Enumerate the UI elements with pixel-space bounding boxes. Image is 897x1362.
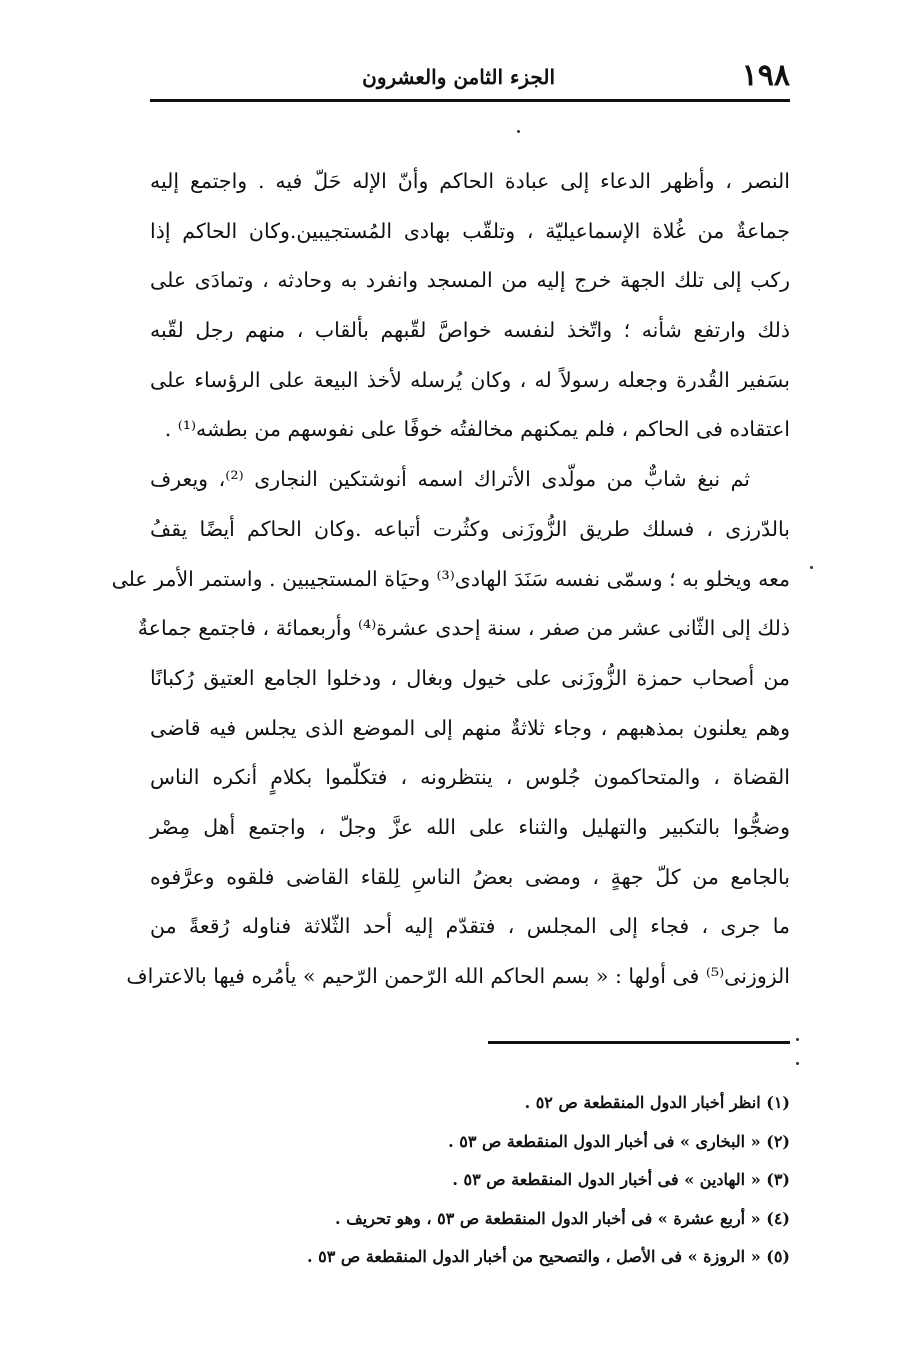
stray-speck: [796, 1038, 799, 1041]
text-line: ذلك وارتفع شأنه ؛ واتّخذ لنفسه خواصَّ لقّبهم بألقاب ، منهم رجل لقّبه: [150, 318, 790, 343]
body-text: [111, 157, 790, 1002]
page-header: [138, 58, 790, 102]
stray-speck: [517, 130, 520, 133]
text-line: بسَفير القُدرة وجعله رسولاً له ، وكان يُرسله لأخذ البيعة على الرؤساء على: [150, 367, 790, 392]
text-line: وضجُّوا بالتكبير والتهليل والثناء على الله عزَّ وجلّ ، واجتمع أهل مِصْر: [150, 814, 790, 839]
text-line: النصر ، وأظهر الدعاء إلى عبادة الحاكم وأنّ الإله حَلّ فيه . واجتمع إليه: [150, 169, 790, 193]
text-line: القضاة ، والمتحاكمون جُلوس ، ينتظرونه ، فتكلّموا بكلامٍ أنكره الناس: [150, 765, 790, 790]
footnote-2: (٢) « البخارى » فى أخبار الدول المنقطعة ص ٥٣ .: [448, 1131, 790, 1151]
text-line: الزوزنى⁽⁵⁾ فى أولها : « بسم الحاكم الله الرّحمن الرّحيم » يأمُره فيها بالاعتراف: [126, 964, 790, 988]
text-line: ركب إلى تلك الجهة خرج إليه من المسجد وانفرد به وحادثه ، وتمادَى على: [150, 268, 790, 293]
text-line: بالدّرزى ، فسلك طريق الزُّوزَنى وكثُرت أتباعه .وكان الحاكم أيضًا يقفُ: [150, 516, 790, 541]
page-number: ١٩٨: [741, 58, 790, 93]
running-title: الجزء الثامن والعشرون: [362, 65, 555, 89]
footnote-4: (٤) « أربع عشرة » فى أخبار الدول المنقطعة ص ٥٣ ، وهو تحريف .: [335, 1208, 790, 1228]
text-line: ثم نبغ شابٌّ من مولّدى الأتراك اسمه أنوشتكين النجارى ⁽²⁾، ويعرف: [150, 467, 750, 492]
text-line: جماعةٌ من غُلاة الإسماعيليّة ، وتلقّب بهادى المُستجيبين.وكان الحاكم إذا: [150, 218, 790, 243]
text-line: من أصحاب حمزة الزُّوزَنى على خيول وبغال ، ودخلوا الجامع العتيق رُكبانًا: [150, 665, 790, 690]
header-rule: [150, 99, 790, 102]
text-line: معه ويخلو به ؛ وسمّى نفسه سَنَدَ الهادى⁽³⁾ وحيَاة المستجيبين . واستمر الأمر على: [111, 566, 790, 591]
stray-speck: [796, 1062, 799, 1065]
stray-speck: [810, 566, 813, 569]
text-line: وهم يعلنون بمذهبهم ، وجاء ثلاثةٌ منهم إلى الموضع الذى يجلس فيه قاضى: [150, 715, 790, 740]
footnote-5: (٥) « الروزة » فى الأصل ، والتصحيح من أخبار الدول المنقطعة ص ٥٣ .: [307, 1247, 790, 1266]
text-line: ذلك إلى الثّانى عشر من صفر ، سنة إحدى عشرة⁽⁴⁾ وأربعمائة ، فاجتمع جماعةٌ: [137, 616, 790, 641]
footnote-1: (١) انظر أخبار الدول المنقطعة ص ٥٢ .: [524, 1093, 790, 1112]
text-line: ما جرى ، فجاء إلى المجلس ، فتقدّم إليه أحد الثّلاثة فناوله رُقعةً من: [150, 914, 790, 939]
footnote-rule: [488, 1041, 790, 1044]
text-line: اعتقاده فى الحاكم ، فلم يمكنهم مخالفتُه خوفًا على نفوسهم من بطشه⁽¹⁾ .: [164, 417, 790, 442]
text-line: بالجامع من كلّ جهةٍ ، ومضى بعضُ الناسِ لِلقاء القاضى فلقوه وعرَّفوه: [150, 864, 790, 889]
footnote-3: (٣) « الهادين » فى أخبار الدول المنقطعة ص ٥٣ .: [452, 1170, 790, 1189]
footnotes: [200, 1084, 790, 1277]
